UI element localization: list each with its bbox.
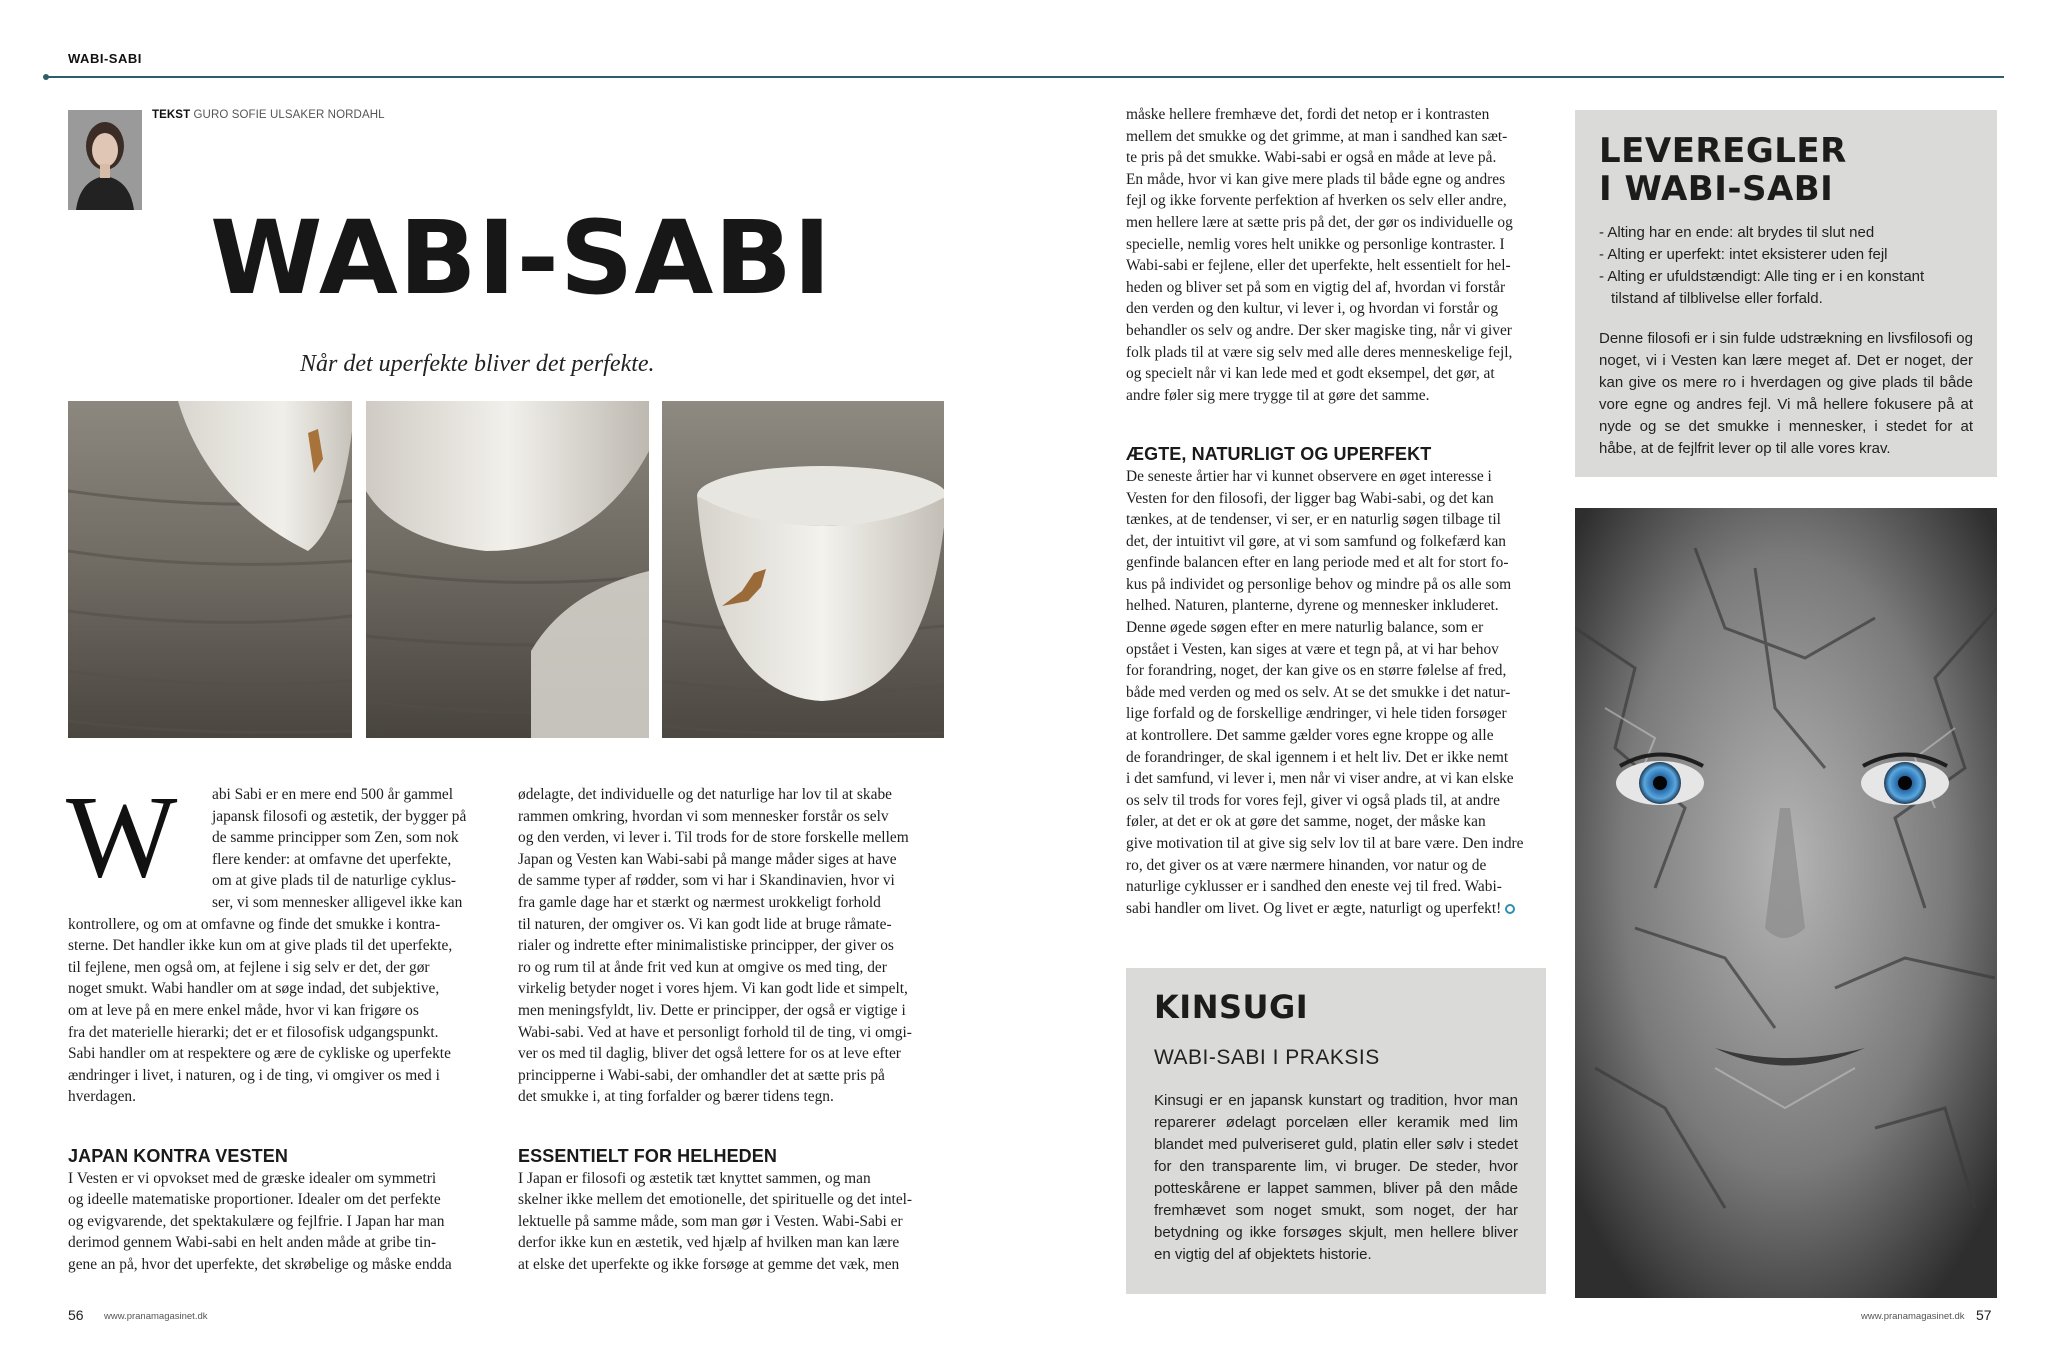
text-line: naturlige cyklusser er i sandhed den eneste vej til fred. Wabi-: [1126, 878, 1502, 896]
article-column-2: [518, 784, 939, 1275]
text-line: fejl og ikke forvente perfektion af hverken os selv eller andre,: [1126, 192, 1507, 210]
text-line: derfor ikke kun en æstetik, ved hjælp af hvilken man kan lære: [518, 1234, 900, 1252]
text-line: De seneste årtier har vi kunnet observere en øget interesse i: [1126, 467, 1492, 485]
text-line: at kontrollere. Det samme gælder vores egne kroppe og alle: [1126, 727, 1494, 745]
text-line: i det samfund, vi lever i, men når vi viser andre, at vi kan elske: [1126, 770, 1514, 788]
text-line: kus på individet og personlige behov og mindre på os alle som: [1126, 575, 1512, 593]
text-line: fra gamle dage har et stærkt og nærmest urokkeligt forhold: [518, 893, 881, 911]
text-line: ser, vi som mennesker alligevel ikke kan: [212, 893, 463, 911]
text-line: I Japan er filosofi og æstetik tæt knyttet sammen, og man: [518, 1169, 871, 1187]
leveregler-text: Denne filosofi er i sin fulde udstrækning en livsfilosofi og noget, vi i Vesten kan lære meget af. Det er noget, der kan give os mere ro i hverdagen og give plads til både vore egne og andres fejl. Vi må hellere fokusere på at nyde og se det smukke i mennesker, i stedet for at håbe, at de fejlfrit lever op til alle vores krav.: [1599, 330, 1973, 457]
text-line: Vesten for den filosofi, der ligger bag Wabi-sabi, og det kan: [1126, 489, 1494, 507]
byline-label: TEKST: [152, 109, 191, 121]
heading-aegte-naturligt-og-uperfekt: ÆGTE, NATURLIGT OG UPERFEKT: [1126, 444, 1432, 465]
text-line: kontrollere, og om at omfavne og finde det smukke i kontra-: [68, 915, 441, 933]
page-number-right: 57: [1976, 1307, 1992, 1323]
text-line: I Vesten er vi opvokset med de græske idealer om symmetri: [68, 1169, 437, 1187]
text-line: andre føler sig mere trygge til at gøre det samme.: [1126, 386, 1430, 404]
text-line: En måde, hvor vi kan give mere plads til både egne og andres: [1126, 170, 1506, 188]
text-line: sabi handler om livet. Og livet er ægte, naturligt og uperfekt!: [1126, 899, 1502, 917]
text-line: flere kender: at omfavne det uperfekte,: [212, 850, 452, 868]
leveregler-title: [1599, 132, 1973, 208]
text-line: og evigvarende, det spektakulære og fejlfrie. I Japan har man: [68, 1212, 445, 1230]
kinsugi-subtitle: WABI-SABI I PRAKSIS: [1154, 1046, 1380, 1069]
list-item: - Alting er ufuldstændigt: Alle ting er i en konstant tilstand af tilblivelse eller forfald.: [1599, 268, 1925, 307]
text-line: derimod gennem Wabi-sabi en helt anden måde at gribe tin-: [68, 1234, 437, 1252]
text-line: lektuelle på samme måde, som man gør i Vesten. Wabi-Sabi er: [518, 1212, 903, 1230]
text-line: til fejlene, men også om, at fejlene i sig selv er det, der gør: [68, 958, 430, 976]
text-line: og den verden, vi lever i. Til trods for de store forskelle mellem: [518, 829, 909, 847]
text-line: den verden og den kultur, vi lever i, og hvordan vi forstår og: [1126, 300, 1499, 318]
footer-url-left: www.pranamagasinet.dk: [104, 1311, 208, 1322]
text-line: det, der intuitivt vil gøre, at vi som samfund og folkefærd kan: [1126, 532, 1506, 550]
text-line: ødelagte, det individuelle og det naturlige har lov til at skabe: [518, 786, 892, 803]
text-line: virkelig betyder noget i vores hjem. Vi kan godt lide et simpelt,: [518, 980, 908, 998]
text-line: ver os med til daglig, bliver det også lettere for os at leve efter: [518, 1045, 901, 1063]
text-line: rialer og indrette efter minimalistiske principper, der giver os: [518, 937, 894, 955]
text-line: gene an på, hvor det uperfekte, det skrøbelige og måske endda: [68, 1255, 452, 1273]
bowl-photo-2: [366, 401, 649, 738]
text-line: mellem det smukke og det grimme, at man i sandhed kan sæt-: [1126, 127, 1508, 145]
text-line: de samme typer af rødder, som vi har i Skandinavien, hvor vi: [518, 872, 895, 890]
text-line: ro og rum til at ånde frit ved kun at omgive os med ting, der: [518, 958, 887, 976]
text-line: tænkes, at de tendenser, vi ser, er en naturlig søgen tilbage til: [1126, 511, 1501, 529]
text-line: føler, at det er ok at gøre det samme, noget, der måske kan: [1126, 813, 1486, 831]
face-photo: [1575, 508, 1997, 1298]
footer-url-right: www.pranamagasinet.dk: [1861, 1311, 1965, 1322]
author-photo: [68, 110, 142, 210]
text-line: Denne øgede søgen efter en mere naturlig balance, som er: [1126, 619, 1484, 637]
text-line: genfinde balancen efter en lang periode med et alt for stort fo-: [1126, 554, 1509, 572]
text-line: både med verden og med os selv. At se det smukke i det natur-: [1126, 683, 1511, 701]
text-line: for forandring, noget, der kan give os en større følelse af fred,: [1126, 662, 1507, 680]
heading-japan-kontra-vesten: JAPAN KONTRA VESTEN: [68, 1145, 288, 1166]
text-line: opstået i Vesten, kan siges at være et tegn på, at vi har behov: [1126, 640, 1499, 658]
text-line: lige forfald og de forskellige ændringer, vi hele tiden forsøger: [1126, 705, 1507, 723]
drop-cap: W: [66, 771, 178, 902]
text-line-last: [1126, 898, 1546, 920]
text-line: skelner ikke mellem det emotionelle, det spirituelle og det intel-: [518, 1191, 913, 1209]
text-line: og ideelle matematiske proportioner. Idealer om det perfekte: [68, 1191, 441, 1209]
page-number-left: 56: [68, 1307, 84, 1323]
kinsugi-box: [1126, 968, 1546, 1294]
text-line: japansk filosofi og æstetik, der bygger på: [212, 807, 467, 825]
text-line: te pris på det smukke. Wabi-sabi er også en måde at leve på.: [1126, 149, 1497, 167]
header-rule: [46, 76, 2004, 78]
leveregler-box: [1575, 110, 1997, 477]
text-line: helhed. Naturen, planterne, dyrene og mennesker inkluderet.: [1126, 597, 1499, 615]
text-line: abi Sabi er en mere end 500 år gammel: [212, 786, 454, 803]
section-label: WABI-SABI: [68, 51, 142, 66]
text-line: men meningsfyldt, liv. Dette er principper, der også er vigtige i: [518, 1001, 906, 1019]
text-line: Japan og Vesten kan Wabi-sabi på mange måder siges at have: [518, 850, 897, 868]
text-line: folk plads til at være sig selv med alle deres menneskelige fejl,: [1126, 343, 1513, 361]
article-column-1: [68, 784, 489, 1275]
text-line: om at give plads til de naturlige cyklus-: [212, 872, 457, 890]
text-line: os selv til trods for vores fejl, giver vi også plads til, at andre: [1126, 791, 1500, 809]
leveregler-title-line2: I WABI-SABI: [1599, 169, 1834, 209]
text-line: de samme principper som Zen, som nok: [212, 829, 459, 847]
article-title: WABI-SABI: [210, 199, 832, 318]
text-line: og specielt når vi kan lede med et godt eksempel, det gør, at: [1126, 365, 1495, 383]
kinsugi-text: Kinsugi er en japansk kunstart og tradition, hvor man reparerer ødelagt porcelæn eller keramik med lim blandet med pulveriseret guld, platin eller sølv i stedet for den transparente lim, vi bruger. De steder, hvor potteskårene er lappet sammen, bliver på den måde fremhævet som noget smukt, som noget, der har betydning og ikke forsøges skjult, men hellere bliver en vigtig del af objektets historie.: [1154, 1092, 1518, 1263]
text-line: Sabi handler om at respektere og ære de cykliske og uperfekte: [68, 1045, 451, 1063]
text-line: specielle, nemlig vores helt unikke og personlige kontraster. I: [1126, 235, 1505, 253]
article-subtitle: Når det uperfekte bliver det perfekte.: [300, 351, 655, 377]
text-line: hverdagen.: [68, 1088, 136, 1106]
text-line: principperne i Wabi-sabi, der omhandler det at sætte pris på: [518, 1066, 885, 1084]
text-line: om at leve på en mere enkel måde, hvor vi kan frigøre os: [68, 1001, 419, 1019]
leveregler-title-line1: LEVEREGLER: [1599, 131, 1847, 171]
text-line: heden og bliver set på som en vigtig del af, hvordan vi forstår: [1126, 278, 1506, 296]
text-line: sterne. Det handler ikke kun om at give plads til det uperfekte,: [68, 937, 453, 955]
bowl-photo-3: [662, 401, 944, 738]
text-line: at elske det uperfekte og ikke forsøge at gemme det væk, men: [518, 1255, 900, 1273]
text-line: det smukke i, at ting forfalder og bærer tidens tegn.: [518, 1088, 834, 1106]
text-line: noget smukt. Wabi handler om at søge indad, det subjektive,: [68, 980, 440, 998]
kinsugi-title: KINSUGI: [1154, 988, 1309, 1026]
text-line: måske hellere fremhæve det, fordi det netop er i kontrasten: [1126, 106, 1490, 123]
text-line: til naturen, der omgiver os. Vi kan godt lide at bruge råmate-: [518, 915, 892, 933]
end-mark-icon: [1505, 904, 1515, 914]
text-line: rammen omkring, hvordan vi som mennesker forstår os selv: [518, 807, 889, 825]
bowl-photo-1: [68, 401, 352, 738]
article-column-3: [1126, 104, 1546, 919]
leveregler-list: [1599, 222, 1973, 310]
text-line: ro, det giver os at være nærmere hinanden, vor natur og de: [1126, 856, 1487, 874]
text-line: give motivation til at give sig selv lov til at bare være. Den indre: [1126, 835, 1524, 852]
list-item: - Alting er uperfekt: intet eksisterer uden fejl: [1599, 246, 1888, 263]
text-line: men hellere lære at sætte pris på det, der gør os individuelle og: [1126, 213, 1513, 231]
text-line: ændringer i livet, i naturen, og i de ting, vi omgiver os med i: [68, 1066, 440, 1084]
list-item: - Alting har en ende: alt brydes til slut ned: [1599, 224, 1875, 241]
text-line: de forandringer, de skal igennem i et helt liv. Det er ikke nemt: [1126, 748, 1509, 766]
text-line: Wabi-sabi. Ved at have et personligt forhold til de ting, vi omgi-: [518, 1023, 912, 1041]
text-line: fra det materielle hierarki; det er et filosofisk udgangspunkt.: [68, 1023, 439, 1041]
text-line: behandler os selv og andre. Der sker magiske ting, når vi giver: [1126, 321, 1512, 339]
author-credit: [152, 109, 385, 121]
heading-essentielt-for-helheden: ESSENTIELT FOR HELHEDEN: [518, 1145, 777, 1166]
byline-author: GURO SOFIE ULSAKER NORDAHL: [193, 109, 385, 121]
text-line: Wabi-sabi er fejlene, eller det uperfekte, helt essentielt for hel-: [1126, 257, 1511, 275]
